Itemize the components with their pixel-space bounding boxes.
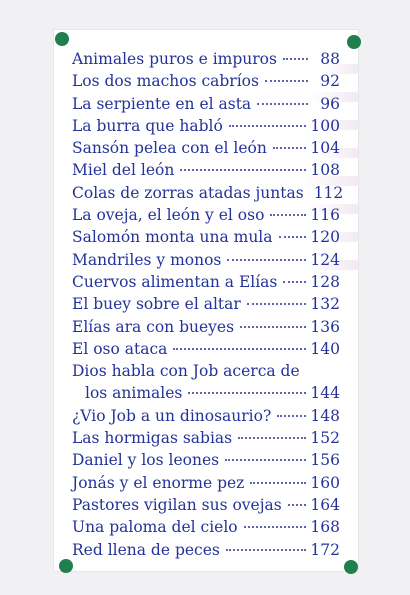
table-of-contents	[72, 48, 344, 561]
toc-entry-title: Animales puros e impuros	[72, 50, 277, 68]
toc-entry-page: 156	[310, 451, 340, 470]
toc-entry-page: 116	[310, 206, 340, 225]
dot-leader	[173, 348, 306, 350]
toc-entry-page: 168	[310, 518, 340, 537]
binder-hole-bottom-left	[59, 559, 73, 573]
dot-leader	[238, 437, 306, 439]
toc-entry-title: Salomón monta una mula	[72, 228, 273, 247]
toc-entry	[72, 271, 340, 293]
dot-leader	[270, 214, 306, 216]
dot-leader	[288, 504, 307, 506]
toc-entry-page: 152	[310, 429, 340, 448]
toc-entry-title: Una paloma del cielo	[72, 518, 238, 537]
toc-entry-title: Los dos machos cabríos	[72, 72, 259, 91]
dot-leader	[227, 259, 306, 261]
toc-entry	[72, 338, 340, 360]
toc-entry-page: 136	[310, 317, 340, 336]
toc-entry-page: 96	[320, 94, 340, 113]
toc-entry-title: Elías ara con bueyes	[72, 317, 235, 336]
toc-entry-title: ¿Vio Job a un dinosaurio?	[72, 406, 272, 425]
toc-entry	[72, 449, 340, 471]
toc-entry-title: Colas de zorras atadas juntas	[72, 183, 304, 202]
toc-entry-title: Pastores vigilan sus ovejas	[72, 495, 282, 514]
toc-entry	[72, 204, 340, 226]
toc-entry-line-1	[72, 360, 340, 382]
toc-entry-title: La oveja, el león y el oso	[72, 206, 265, 225]
dot-leader	[283, 58, 308, 60]
toc-entry	[72, 427, 340, 449]
toc-entry	[72, 293, 340, 315]
dot-leader	[225, 459, 306, 461]
toc-entry-page: 148	[310, 406, 340, 425]
toc-entry-title: Red llena de peces	[72, 540, 220, 559]
toc-entry-page: 140	[310, 339, 340, 358]
toc-entry-title: Daniel y los leones	[72, 451, 220, 470]
binder-hole-bottom-right	[344, 560, 358, 574]
toc-entry	[72, 115, 340, 137]
dot-leader	[283, 281, 306, 283]
toc-entry	[72, 405, 340, 427]
toc-entry-page: 100	[310, 116, 340, 135]
toc-entry-title: El buey sobre el altar	[72, 295, 241, 314]
toc-entry-title: La burra que habló	[72, 116, 223, 135]
toc-entry	[72, 316, 340, 338]
dot-leader	[240, 326, 306, 328]
toc-entry-page: 112	[313, 183, 344, 202]
dot-leader	[273, 147, 307, 149]
dot-leader	[229, 125, 307, 127]
toc-entry-title: los animales	[85, 384, 183, 403]
toc-entry-page: 128	[310, 272, 340, 291]
dot-leader	[247, 303, 307, 305]
toc-entry-page: 92	[320, 72, 340, 91]
toc-entry	[72, 249, 340, 271]
toc-entry-page: 132	[310, 295, 340, 314]
toc-entry-page: 164	[310, 495, 340, 514]
toc-entry	[72, 539, 340, 561]
toc-entry-title: Las hormigas sabias	[72, 429, 233, 448]
dot-leader	[188, 392, 306, 394]
toc-entry	[72, 516, 340, 538]
toc-entry-title: Miel del león	[72, 161, 175, 180]
toc-entry-page: 104	[310, 139, 340, 158]
toc-entry-title: El oso ataca	[72, 339, 168, 358]
toc-entry	[72, 494, 340, 516]
dot-leader	[265, 80, 308, 82]
dot-leader	[226, 549, 307, 551]
toc-entry-page: 108	[310, 161, 340, 180]
binder-hole-top-right	[347, 35, 361, 49]
toc-entry-title: Jonás y el enorme pez	[72, 473, 245, 492]
toc-entry	[72, 93, 340, 115]
dot-leader	[244, 526, 307, 528]
toc-entry-title: Dios habla con Job acerca de	[72, 362, 300, 381]
toc-entry	[72, 70, 340, 92]
toc-entry	[72, 48, 340, 70]
toc-entry-title: La serpiente en el asta	[72, 94, 252, 113]
toc-entry-page: 144	[310, 384, 340, 403]
toc-entry	[72, 159, 340, 181]
dot-leader	[250, 482, 306, 484]
dot-leader	[180, 169, 306, 171]
binder-hole-top-left	[55, 32, 69, 46]
toc-entry-page: 172	[310, 540, 340, 559]
dot-leader	[257, 103, 308, 105]
toc-entry-title: Sansón pelea con el león	[72, 139, 267, 158]
toc-entry-title: Cuervos alimentan a Elías	[72, 272, 278, 291]
toc-entry-line-2	[72, 382, 340, 404]
toc-entry-title: Mandriles y monos	[72, 250, 222, 269]
toc-entry	[72, 182, 344, 204]
toc-entry	[72, 472, 340, 494]
toc-entry	[72, 137, 340, 159]
dot-leader	[277, 415, 306, 417]
dot-leader	[279, 236, 307, 238]
toc-entry-page: 124	[310, 250, 340, 269]
toc-entry-page: 160	[310, 473, 340, 492]
toc-entry-page: 120	[310, 228, 340, 247]
toc-entry-page: 88	[320, 50, 340, 68]
toc-entry	[72, 226, 340, 248]
